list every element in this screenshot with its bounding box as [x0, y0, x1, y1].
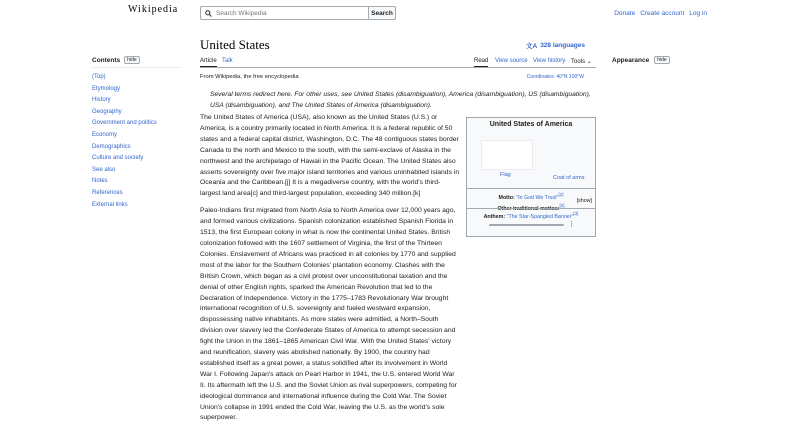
- tab-view-history[interactable]: View history: [533, 58, 566, 64]
- infobox-title: United States of America: [489, 121, 573, 128]
- table-of-contents: [92, 56, 182, 211]
- donate-link[interactable]: Donate: [614, 10, 636, 17]
- search-input[interactable]: [216, 10, 346, 17]
- lead-paragraph-2: Paleo-Indians first migrated from North Asia to North America over 12,000 years ago, and formed various civilizations. Spanish colonization established Spanish Florida in 1513, the first European colony in what is now the continental United States. British colonization followed with the 1607 settlement of Virginia, the first of the Thirteen Colonies. Enslavement of Africans was practiced in all colonies by 1770 and supplied most of the labor for the Southern Colonies' plantation economy. Clashes with the British Crown, which began as a civil protest over unconstitutional taxation and the denial of other English rights, sparked the American Revolution that led to the Declaration of Independence. Victory in the 1775–1783 Revolutionary War brought international recognition of U.S. sovereignty and fueled westward expansion, dispossessing native inhabitants. As more states were admitted, a North–South division over slavery led the Confederate States of America to attempt secession and fight the Union in the 1861–1865 American Civil War. With the United States' victory and reunification, slavery was abolished nationally. By 1900, the country had established itself as a great power, a status solidified after its involvement in World War I. Following Japan's attack on Pearl Harbor in 1941, the U.S. entered World War II. Its aftermath left the U.S. and the Soviet Union as rival superpowers, competing for ideological dominance and international influence during the Cold War. The Soviet Union's collapse in 1991 ended the Cold War, leaving the U.S. as the world's sole superpower.: [200, 207, 457, 422]
- anthem-row: [467, 205, 595, 220]
- hatnote: Several terms redirect here. For other uses, see United States (disambiguation), America (disambiguation), US (disambiguation), USA (disambiguation), and The United States of America (disambiguation).: [210, 91, 591, 109]
- other-mottos-label: Other traditional mottos:: [497, 205, 560, 212]
- page-tabs: [200, 56, 596, 68]
- toc-item-government[interactable]: Government and politics: [92, 120, 157, 127]
- anthem-label: Anthem:: [483, 213, 506, 220]
- tab-talk[interactable]: Talk: [222, 58, 233, 64]
- infobox: [466, 117, 596, 237]
- language-count: 328 languages: [540, 42, 585, 49]
- tab-read[interactable]: Read: [474, 58, 488, 67]
- more-options-icon[interactable]: ⋮: [568, 221, 575, 228]
- search-icon: [205, 10, 212, 17]
- language-icon: 文A: [525, 43, 538, 50]
- tools-label: Tools: [571, 59, 586, 65]
- motto-ref[interactable]: [2]: [558, 192, 564, 197]
- logo-text: Wikipedia: [128, 4, 179, 15]
- toc-title: Contents: [92, 56, 121, 64]
- log-in-link[interactable]: Log in: [689, 10, 707, 17]
- toc-item-see-also[interactable]: See also: [92, 166, 116, 173]
- toc-item-history[interactable]: History: [92, 97, 111, 104]
- create-account-link[interactable]: Create account: [640, 10, 685, 17]
- anthem-ref[interactable]: [3]: [573, 211, 579, 216]
- toc-header: [92, 56, 182, 68]
- anthem-audio-player[interactable]: [489, 222, 575, 228]
- page-title: United States: [200, 37, 270, 52]
- toc-item-culture[interactable]: Culture and society: [92, 155, 144, 162]
- other-mottos-ref[interactable]: [2]: [559, 202, 565, 208]
- audio-progress-bar[interactable]: [489, 224, 564, 226]
- coordinates-link[interactable]: Coordinates: 40°N 100°W: [526, 74, 584, 80]
- search-button[interactable]: Search: [368, 6, 396, 20]
- toc-item-demographics[interactable]: Demographics: [92, 143, 131, 150]
- toc-item-economy[interactable]: Economy: [92, 131, 118, 138]
- anthem-value[interactable]: "The Star-Spangled Banner": [506, 213, 574, 220]
- tab-article[interactable]: Article: [200, 58, 217, 67]
- toc-item-notes[interactable]: Notes: [92, 178, 108, 185]
- from-wikipedia-note: From Wikipedia, the free encyclopedia: [200, 74, 299, 80]
- tools-menu[interactable]: [571, 58, 592, 65]
- toc-item-geography[interactable]: Geography: [92, 108, 122, 115]
- search-box[interactable]: [200, 6, 368, 20]
- toc-item-references[interactable]: References: [92, 189, 123, 196]
- toc-item-top[interactable]: (Top): [92, 74, 106, 80]
- chevron-down-icon: ⌄: [586, 59, 592, 65]
- wikipedia-logo[interactable]: [128, 4, 180, 16]
- article-body: [200, 113, 460, 430]
- toc-hide-button[interactable]: hide: [124, 56, 139, 64]
- motto-label: Motto:: [498, 194, 515, 201]
- appearance-panel: [612, 56, 670, 64]
- user-links: [614, 10, 707, 17]
- coat-of-arms-caption[interactable]: Coat of arms: [553, 175, 585, 181]
- motto-value[interactable]: "In God We Trust": [516, 194, 559, 201]
- language-button[interactable]: [526, 41, 585, 50]
- lead-paragraph-1: The United States of America (USA), also known as the United States (U.S.) or America, is a country primarily located in North America. It is a federal republic of 50 states and a federal capital district, Washington, D.C. The 48 contiguous states border Canada to the north and Mexico to the south, with the semi-exclave of Alaska in the northwest and the archipelago of Hawaii in the Pacific Ocean. The United States also asserts sovereignty over five major island territories and various uninhabited islands in Oceania and the Caribbean.[j] It is a megadiverse country, with the world's third-largest land area[c] and third-largest population, exceeding 340 million.[k]: [200, 114, 460, 198]
- appearance-hide-button[interactable]: hide: [654, 56, 669, 64]
- show-mottos-toggle[interactable]: [show]: [576, 198, 592, 204]
- search-form: [200, 6, 396, 20]
- toc-item-etymology[interactable]: Etymology: [92, 85, 121, 92]
- tab-view-source[interactable]: View source: [495, 58, 528, 64]
- toc-item-external-links[interactable]: External links: [92, 201, 128, 208]
- flag-image[interactable]: [481, 140, 533, 170]
- appearance-title: Appearance: [612, 56, 650, 64]
- flag-caption[interactable]: Flag: [500, 172, 511, 178]
